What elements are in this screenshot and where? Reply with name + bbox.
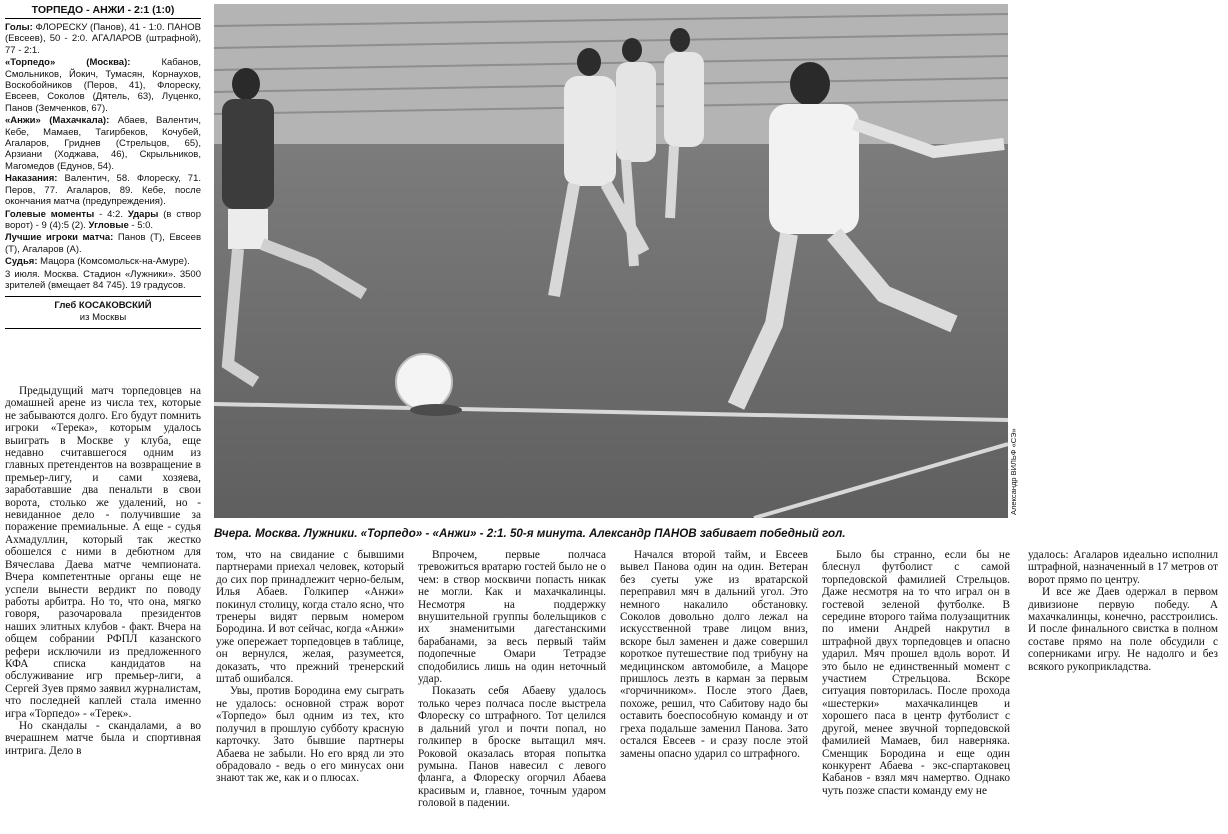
paragraph: том, что на свидание с бывшими партнерами приехал человек, который до сих пор принадлежит черно-белым, Илья Абаев. Голкипер «Анжи» покинул столицу, когда стало ясно, что тренеры видят первым номером Бородина. И вот сейчас, когда «Анжи» уже опережает торпедовцев в таблице, он вернулся, желая, разумеется, доказать, что прежний тренерский штаб ошибался. <box>216 549 404 686</box>
paragraph: Показать себя Абаеву удалось только через полчаса после выстрела Флореску со штрафного. Тот целился в дальний угол и почти попал, но голкипер в броске вытащил мяч. Роковой оказалась вторая попытка румына. Панов навесил с левого фланга, а Флореску огорчил Абаева красивым и, главное, точным ударом головой в падении. <box>418 685 606 810</box>
football-ball <box>396 354 452 410</box>
article-column-1 <box>5 385 201 834</box>
article-column-5 <box>822 549 1010 834</box>
photo-caption: Вчера. Москва. Лужники. «Торпедо» - «Анжи» - 2:1. 50-я минута. Александр ПАНОВ забивает победный гол. <box>214 527 846 540</box>
paragraph: Но скандалы - скандалами, а во вчерашнем матче была и спортивная интрига. Дело в <box>5 719 201 757</box>
paragraph: Увы, против Бородина ему сыграть не удалось: основной страж ворот «Торпедо» был одним из тех, кто получил в прошлую субботу красную карточку. Зато бывшие партнеры Абаева не забыли. Но его вряд ли это обрадовало - ведь о его минусах они знают так же, как и о плюсах. <box>216 685 404 785</box>
paragraph: Предыдущий матч торпедовцев на домашней арене из числа тех, которые не забываются долго. Его будут помнить игроки «Терека», которым удалось выиграть в Москве у клуба, еще недавно считавшегося одним из главных претендентов на возвращение в премьер-лигу, и сами хозяева, заработавшие два пенальти в свои ворота, столько же удалений, но - невиданное дело - получившие за поражение премиальные. А еще - судья Ахмадуллин, который так жестко обошелся с ними в дебютном для Вячеслава Даева матче чемпионата. Вчера компетентные органы еще не успели вынести вердикт по поводу работы арбитра. Но то, что она, мягко говоря, разочаровала президентов наших элитных клубов - факт. Вчера на общем собрании РФПЛ казанского рефери исключили из предложенного КФА списка кандидатов на обслуживание игр премьер-лиги, а Сергей Зуев прямо заявил журналистам, что последней каплей стала именно игра «Торпедо» - «Терек». <box>5 385 201 720</box>
match-photo <box>214 4 1008 518</box>
referee-line: Судья: Мацора (Комсомольск-на-Амуре). <box>5 256 190 268</box>
anzhi-lineup: «Анжи» (Махачкала): Абаев, Валентич, Кебе, Мамаев, Тагирбеков, Кочубей, Агаларов, Гриднев (Стрельцов, 65), Арзиани (Ходжава, 46), Скрыльников, Магомедов (Едунов, 54). <box>5 115 201 172</box>
paragraph: Начался второй тайм, и Евсеев вывел Панова один на один. Ветеран без суеты уже из вратарской переправил мяч в дальний угол. Это немного накалило обстановку. Соколов довольно долго лежал на искусственной траве лицом вниз, вскоре был заменен и даже совершил короткое путешествие под трибуну на медицинском автомобиле, а Мацоре пришлось лезть в карман за первым «горчичником». После этого Даев, похоже, решил, что Сабитову надо бы оставить боеспособную команду и от греха подальше заменил Панова. Зато остался Евсеев - и сразу после этой замены опасно ударил со штрафного. <box>620 549 808 760</box>
chances-line: Голевые моменты - 4:2. Удары (в створ ворот) - 9 (4):5 (2). Угловые - 5:0. <box>5 208 201 231</box>
author-name: Глеб КОСАКОВСКИЙ <box>54 300 152 312</box>
article-column-4 <box>620 549 808 834</box>
venue-line: 3 июля. Москва. Стадион «Лужники». 3500 зрителей (вмещает 84 745). 19 градусов. <box>5 268 201 291</box>
article-column-6 <box>1028 549 1218 834</box>
article-column-2 <box>216 549 404 834</box>
byline <box>5 296 201 329</box>
match-title: ТОРПЕДО - АНЖИ - 2:1 (1:0) <box>5 4 201 19</box>
paragraph: И все же Даев одержал в первом дивизионе первую победу. А махачкалинцы, конечно, расстроились. И после финального свистка в полном составе прямо на поле обсудили с соперниками игру. Не надолго и без всякого рукоприкладства. <box>1028 586 1218 673</box>
article-column-3 <box>418 549 606 834</box>
ball-shadow <box>410 404 462 416</box>
paragraph: Было бы странно, если бы не блеснул футболист с самой торпедовской фамилией Стрельцов. Даже несмотря на то что играл он в гостевой зеленой футболке. В середине второго тайма полузащитник по имени Андрей накрутил в штрафной двух торпедовцев и опасно ударил. Мяч прошел вдоль ворот. И это было не единственный момент с участием Стрельцова. Вскоре ситуация повторилась. После прохода «шестерки» махачкалинцев и хорошего паса в центр футболист с другой, менее звучной торпедовской фамилией Мамаев, бил наверняка. Сменщик Бородина и еще один конкурент Абаева - экс-спартаковец Кабанов - взял мяч намертво. Однако чуть позже спасти команду ему не <box>822 549 1010 797</box>
goals-line: Голы: ФЛОРЕСКУ (Панов), 41 - 1:0. ПАНОВ (Евсеев), 50 - 2:0. АГАЛАРОВ (штрафной), 77 - 2:1. <box>5 22 201 56</box>
author-location: из Москвы <box>79 312 127 324</box>
torpedo-lineup: «Торпедо» (Москва): Кабанов, Смольников, Йокич, Тумасян, Корнаухов, Воскобойников (Перов, 41), Флореску, Евсеев, Соколов (Дятель, 63), Луценко, Панов (Земченков, 67). <box>5 57 201 114</box>
photo-credit: Александр ВИЛЬФ «СЭ» <box>1009 428 1018 515</box>
paragraph: удалось: Агаларов идеально исполнил штрафной, назначенный в 17 метров от ворот прямо по центру. <box>1028 549 1218 586</box>
paragraph: Впрочем, первые полчаса тревожиться вратарю гостей было не о чем: в створ москвичи попасть никак не могли. Как и махачкалинцы. Несмотря на поддержку внушительной группы болельщиков с их знаменитыми дагестанскими барабанами, за весь первый тайм подопечные Омари Тетрадзе сподобились лишь на один неточный удар. <box>418 549 606 686</box>
cautions-line: Наказания: Валентич, 58. Флореску, 71. Перов, 77. Агаларов, 89. Кебе, после окончания матча (предупреждения). <box>5 173 201 208</box>
stats-block <box>5 22 201 291</box>
match-stats-sidebar <box>5 4 201 329</box>
best-players-line: Лучшие игроки матча: Панов (Т), Евсеев (Т), Агаларов (А). <box>5 232 201 255</box>
football-scene-image <box>214 4 1008 518</box>
